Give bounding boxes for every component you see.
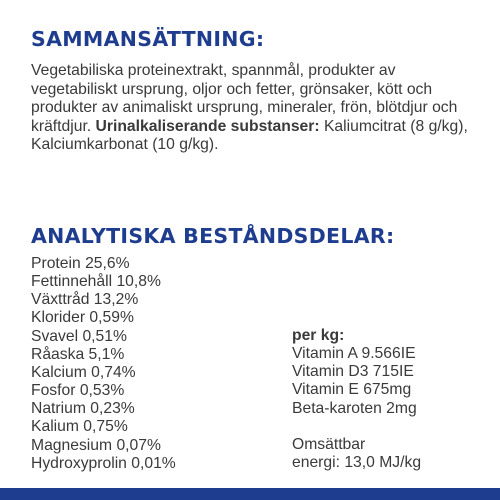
analytical-heading: ANALYTISKA BESTÅNDSDELAR: [31,224,395,248]
composition-text [31,62,471,155]
per-kg-list [292,345,417,418]
analytical-item: Kalcium 0,74% [31,363,136,381]
analytical-item: Svavel 0,51% [31,327,127,345]
bottom-band [0,488,500,500]
energy-value: energi: 13,0 MJ/kg [292,454,422,472]
analytical-item: Kalium 0,75% [31,418,128,436]
urinary-substances-value: Kaliumcitrat (8 g/kg), Kalciumkarbonat (10 g/kg). [31,117,468,154]
per-kg-item: Vitamin D3 715IE [292,363,414,381]
analytical-item: Protein 25,6% [31,255,130,272]
analytical-item: Klorider 0,59% [31,309,134,327]
analytical-item: Fosfor 0,53% [31,382,125,400]
energy-block [292,436,421,472]
urinary-substances-label: Urinalkaliserande substanser: [95,117,320,135]
composition-heading: SAMMANSÄTTNING: [31,27,265,51]
analytical-list [31,255,176,473]
analytical-item: Magnesium 0,07% [31,436,161,454]
analytical-item: Växttråd 13,2% [31,291,139,309]
per-kg-item: Vitamin E 675mg [292,381,412,399]
analytical-item: Råaska 5,1% [31,345,125,363]
per-kg-item: Vitamin A 9.566IE [292,345,416,363]
ingredients-text: Vegetabiliska proteinextrakt, spannmål, produkter av vegetabiliskt ursprung, oljor och fetter, grönsaker, kött och produkter av animaliskt ursprung, mineraler, frön, blötdjur och kräftdjur. [31,62,458,135]
analytical-item: Hydroxyprolin 0,01% [31,454,176,472]
per-kg-item: Beta-karoten 2mg [292,399,417,417]
per-kg-block [292,327,417,418]
energy-label: Omsättbar [292,436,366,453]
analytical-item: Natrium 0,23% [31,400,135,418]
per-kg-label: per kg: [292,327,345,344]
analytical-item: Fettinnehåll 10,8% [31,273,161,291]
